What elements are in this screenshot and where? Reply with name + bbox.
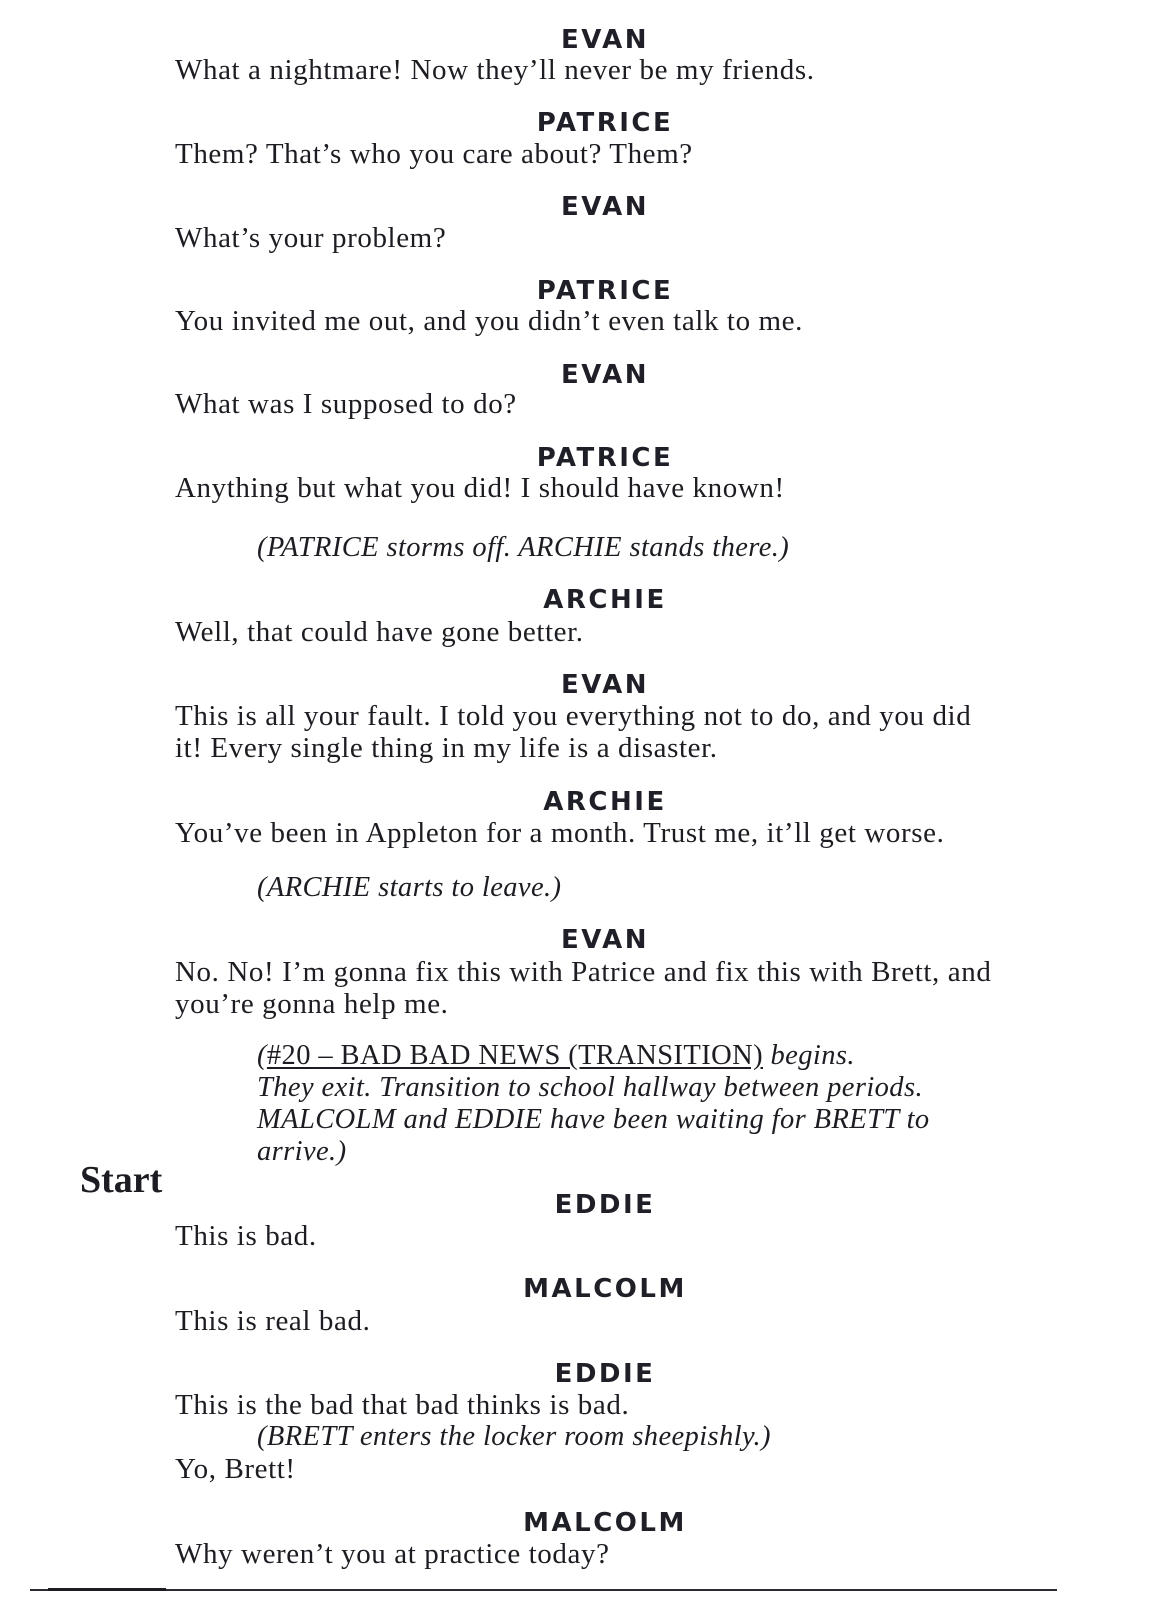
stage-direction: (PATRICE storms off. ARCHIE stands there.) — [257, 532, 790, 563]
dialogue-line: This is the bad that bad thinks is bad. — [175, 1389, 630, 1421]
page-footer-rule-accent — [48, 1588, 166, 1591]
dialogue-line: you’re gonna help me. — [175, 988, 449, 1020]
dialogue-line: No. No! I’m gonna fix this with Patrice and fix this with Brett, and — [175, 956, 992, 988]
page-footer-rule — [30, 1589, 1057, 1591]
dialogue-line: What’s your problem? — [175, 222, 447, 254]
stage-direction-song-cue — [257, 1040, 1017, 1072]
start-marker: Start — [80, 1159, 163, 1201]
dialogue-line: You invited me out, and you didn’t even talk to me. — [175, 305, 804, 337]
character-name-evan: EVAN — [561, 25, 649, 55]
character-name-patrice: PATRICE — [536, 108, 674, 138]
direction-paren: ( — [257, 1040, 267, 1071]
dialogue-line: This is all your fault. I told you everything not to do, and you did — [175, 700, 972, 732]
dialogue-line: You’ve been in Appleton for a month. Trust me, it’ll get worse. — [175, 817, 945, 849]
dialogue-line: Them? That’s who you care about? Them? — [175, 138, 693, 170]
stage-direction: (ARCHIE starts to leave.) — [257, 872, 562, 903]
character-name-malcolm: MALCOLM — [523, 1508, 687, 1538]
character-name-evan: EVAN — [561, 360, 649, 390]
stage-direction: (BRETT enters the locker room sheepishly.) — [257, 1421, 771, 1452]
character-name-archie: ARCHIE — [543, 585, 667, 615]
character-name-evan: EVAN — [561, 670, 649, 700]
character-name-patrice: PATRICE — [536, 443, 674, 473]
dialogue-line: Anything but what you did! I should have known! — [175, 472, 785, 504]
character-name-eddie: EDDIE — [554, 1190, 656, 1220]
direction-text: begins. — [763, 1040, 855, 1071]
character-name-patrice: PATRICE — [536, 276, 674, 306]
dialogue-line: What a nightmare! Now they’ll never be my friends. — [175, 54, 815, 86]
stage-direction: arrive.) — [257, 1136, 347, 1167]
song-cue-title: #20 – BAD BAD NEWS (TRANSITION) — [266, 1040, 763, 1071]
stage-direction: MALCOLM and EDDIE have been waiting for BRETT to — [257, 1104, 930, 1135]
dialogue-line: What was I supposed to do? — [175, 388, 517, 420]
dialogue-line: Why weren’t you at practice today? — [175, 1538, 610, 1570]
character-name-eddie: EDDIE — [554, 1359, 656, 1389]
dialogue-line: Well, that could have gone better. — [175, 616, 584, 648]
character-name-malcolm: MALCOLM — [523, 1274, 687, 1304]
dialogue-line: Yo, Brett! — [175, 1453, 296, 1485]
dialogue-line: This is real bad. — [175, 1305, 371, 1337]
character-name-archie: ARCHIE — [543, 787, 667, 817]
dialogue-line: This is bad. — [175, 1220, 317, 1252]
dialogue-line: it! Every single thing in my life is a disaster. — [175, 732, 718, 764]
character-name-evan: EVAN — [561, 925, 649, 955]
character-name-evan: EVAN — [561, 192, 649, 222]
stage-direction: They exit. Transition to school hallway between periods. — [257, 1072, 923, 1103]
